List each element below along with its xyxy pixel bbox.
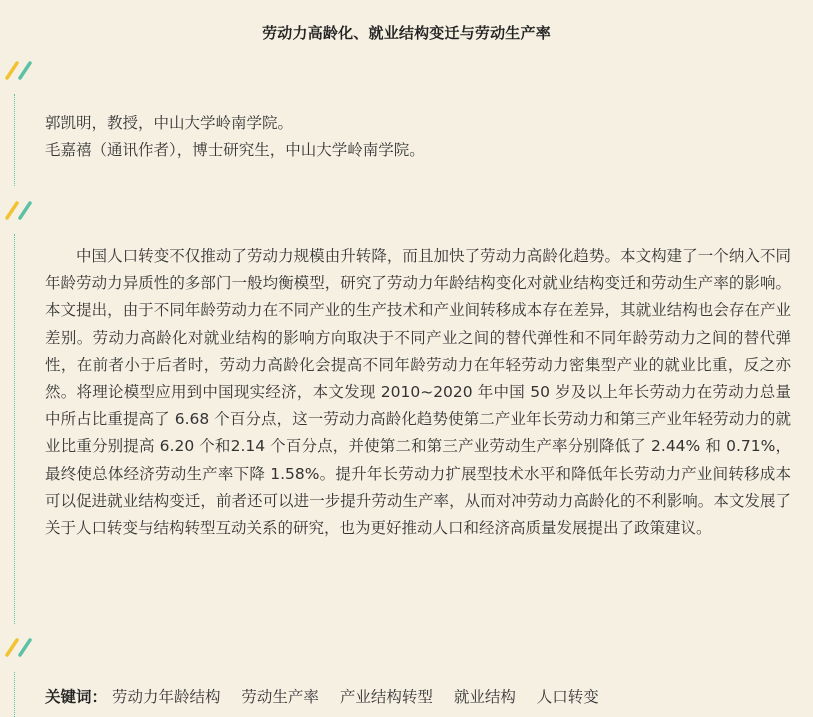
page-title: 劳动力高龄化、就业结构变迁与劳动生产率 [262, 24, 551, 42]
keyword: 劳动力年龄结构 [111, 688, 221, 706]
keywords-line [45, 685, 805, 709]
double-slash-icon [4, 637, 38, 657]
section-rail [14, 234, 15, 624]
author-line: 毛嘉禧（通讯作者），博士研究生，中山大学岭南学院。 [45, 141, 425, 159]
keyword: 人口转变 [536, 688, 599, 706]
double-slash-icon [4, 60, 38, 80]
double-slash-icon [4, 200, 38, 220]
keyword: 产业结构转型 [339, 688, 433, 706]
section-rail [14, 672, 15, 717]
author-line: 郭凯明，教授，中山大学岭南学院。 [45, 114, 294, 132]
keyword: 就业结构 [453, 688, 516, 706]
abstract-paragraph: 中国人口转变不仅推动了劳动力规模由升转降，而且加快了劳动力高龄化趋势。本文构建了一个纳入不同年龄劳动力异质性的多部门一般均衡模型，研究了劳动力年龄结构变化对就业结构变迁和劳动生产率的影响。本文提出，由于不同年龄劳动力在不同产业的生产技术和产业间转移成本存在差异，其就业结构也会存在产业差别。劳动力高龄化对就业结构的影响方向取决于不同产业之间的替代弹性和不同年龄劳动力之间的替代弹性，在前者小于后者时，劳动力高龄化会提高不同年龄劳动力在年轻劳动力密集型产业的就业比重，反之亦然。将理论模型应用到中国现实经济，本文发现 2010~2020 年中国 50 岁及以上年长劳动力在劳动力总量中所占比重提高了 6.68 个百分点，这一劳动力高龄化趋势使第二产业年长劳动力和第三产业年轻劳动力的就业比重分别提高 6.20 个和2.14 个百分点，并使第二和第三产业劳动生产率分别降低了 2.44% 和 0.71%，最终使总体经济劳动生产率下降 1.58%。提升年长劳动力扩展型技术水平和降低年长劳动力产业间转移成本可以促进就业结构变迁，前者还可以进一步提升劳动生产率，从而对冲劳动力高龄化的不利影响。本文发展了关于人口转变与结构转型互动关系的研究，也为更好推动人口和经济高质量发展提出了政策建议。 [45, 247, 791, 538]
keyword: 劳动生产率 [241, 688, 319, 706]
keywords-label: 关键词： [45, 688, 108, 706]
author-list [45, 110, 785, 164]
section-rail [14, 94, 15, 186]
